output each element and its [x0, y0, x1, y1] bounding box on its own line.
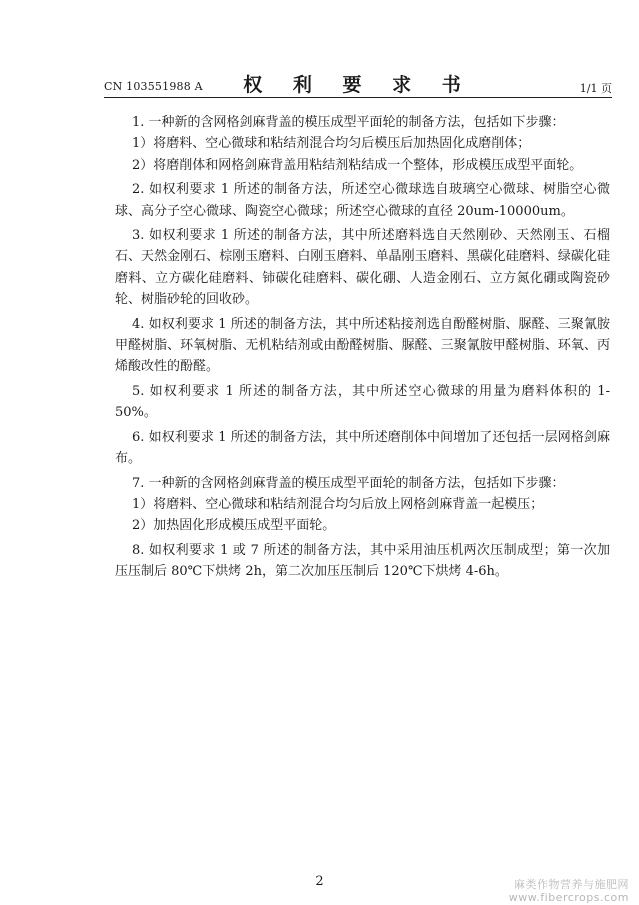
claim-7-step-1: 1）将磨料、空心微球和粘结剂混合均匀后放上网格剑麻背盖一起模压； [132, 496, 544, 512]
claim-5: 5. 如权利要求 1 所述的制备方法，其中所述空心微球的用量为磨料体积的 1-50%。 [115, 383, 610, 421]
watermark-site-name: 麻类作物营养与施肥网 [514, 878, 629, 891]
claims-body [115, 112, 610, 586]
document-header [104, 70, 612, 96]
claim-3: 3. 如权利要求 1 所述的制备方法，其中所述磨料选自天然刚砂、天然刚玉、石榴石、天然金刚石、棕刚玉磨料、白刚玉磨料、单晶刚玉磨料、黑碳化硅磨料、绿碳化硅磨料、立方碳化硅磨料、铈碳化硅磨料、碳化硼、人造金刚石、立方氮化硼或陶瓷砂轮、树脂砂轮的回收砂。 [115, 228, 610, 308]
claim-1-intro: 1. 一种新的含网格剑麻背盖的模压成型平面轮的制备方法，包括如下步骤： [132, 115, 565, 130]
document-title: 权 利 要 求 书 [243, 74, 473, 96]
claim-4: 4. 如权利要求 1 所述的制备方法，其中所述粘接剂选自酚醛树脂、脲醛、三聚氰胺甲醛树脂、环氧树脂、无机粘结剂或由酚醛树脂、脲醛、三聚氰胺甲醛树脂、环氧、丙烯酸改性的酚醛。 [115, 316, 610, 375]
claim-7-step-2: 2）加热固化形成模压成型平面轮。 [132, 518, 336, 534]
claim-7-intro: 7. 一种新的含网格剑麻背盖的模压成型平面轮的制备方法，包括如下步骤： [132, 475, 565, 491]
watermark [509, 878, 629, 904]
claim-2: 2. 如权利要求 1 所述的制备方法，所述空心微球选自玻璃空心微球、树脂空心微球、高分子空心微球、陶瓷空心微球；所述空心微球的直径 20um-10000um。 [115, 182, 610, 219]
claim-8: 8. 如权利要求 1 或 7 所述的制备方法，其中采用油压机两次压制成型；第一次加压压制后 80℃下烘烤 2h，第二次加压压制后 120℃下烘烤 4-6h。 [115, 542, 610, 580]
claim-1-step-1: 1）将磨料、空心微球和粘结剂混合均匀后模压后加热固化成磨削体； [132, 136, 531, 152]
watermark-url: www.fibercrops.com [508, 891, 629, 904]
page-number: 2 [315, 874, 324, 889]
claim-6: 6. 如权利要求 1 所述的制备方法，其中所述磨削体中间增加了还包括一层网格剑麻布。 [115, 429, 610, 467]
page-indicator: 1/1 页 [579, 82, 612, 95]
header-divider [104, 97, 612, 98]
claim-1-step-2: 2）将磨削体和网格剑麻背盖用粘结剂粘结成一个整体，形成模压成型平面轮。 [132, 157, 583, 173]
patent-number: CN 103551988 A [104, 80, 203, 93]
